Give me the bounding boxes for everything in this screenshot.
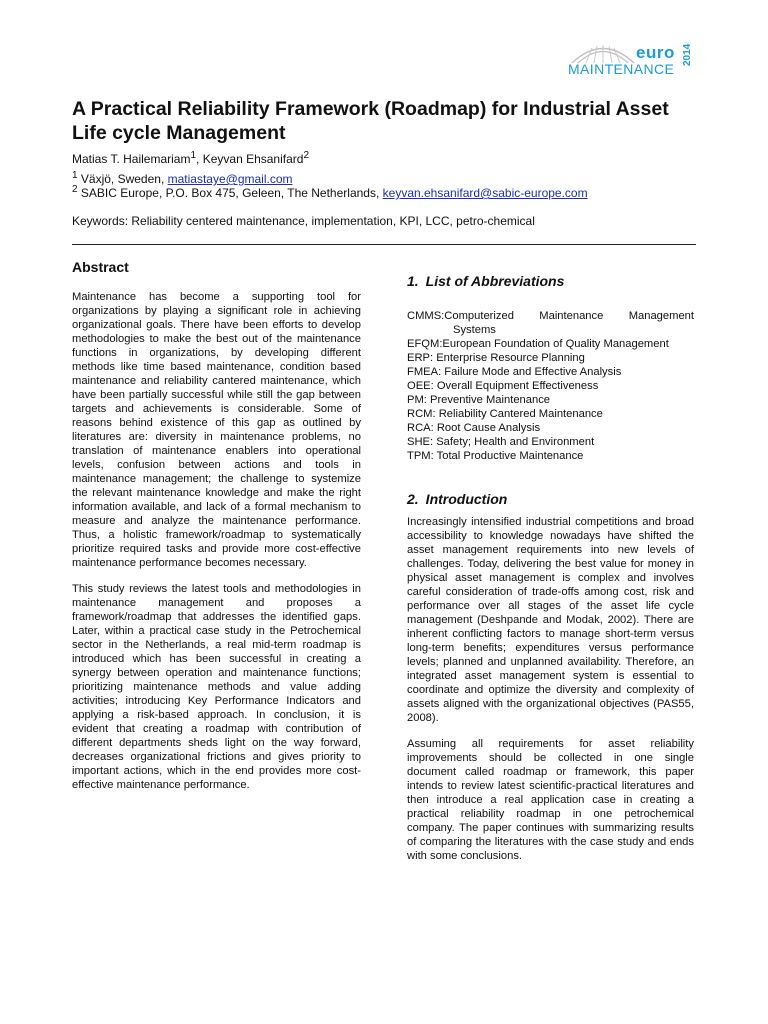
author-line: [72, 150, 309, 166]
right-column: [407, 273, 694, 875]
abbreviations-heading: 1. List of Abbreviations: [407, 273, 565, 289]
abbreviation-item: OEE: Overall Equipment Effectiveness: [407, 380, 599, 392]
author-1: Matias T. Hailemariam: [72, 152, 191, 166]
logo-maintenance-text: MAINTENANCE: [568, 61, 675, 77]
abstract-paragraph: Maintenance has become a supporting tool for organizations by playing a significant role in achieving organizational goals. There have been efforts to develop methodologies to make the best out of the maintenance functions in organizations, by developing different methods like time based maintenance, condition based maintenance and reliability cantered maintenance, which have been partially successful while still the gap between targets and achievements is considerable. Some of reasons behind existence of this gap as outlined by literatures are: diversity in maintenance problems, no translation of maintenance enablers into operational levels, confusion between actions and tools in maintenance management; the challenge to systemize the relevant maintenance knowledge and make the right information available, and lack of a formal mechanism to measure and analyze the maintenance performance. Thus, a holistic framework/roadmap to systematically prioritize required tasks and provide more cost-effective maintenance performance becomes necessary.: [72, 291, 361, 569]
abbreviation-item: PM: Preventive Maintenance: [407, 394, 551, 406]
abstract-paragraph: This study reviews the latest tools and methodologies in maintenance management and proposes a framework/roadmap that addresses the identified gaps. Later, within a practical case study in the Petrochemical sector in the Netherlands, a real mid-term roadmap is introduced which has been successful in creating a synergy between operation and maintenance functions; prioritizing maintenance methods and value adding activities; introducing Key Performance Indicators and applying a risk-based approach. In conclusion, it is evident that creating a roadmap with contribution of different departments sheds light on the way forward, decreases organizational frictions and gives priority to important actions, which in the end provides more cost-effective maintenance performance.: [72, 583, 361, 791]
abbreviation-item: RCM: Reliability Cantered Maintenance: [407, 408, 603, 420]
abbreviation-item: EFQM:European Foundation of Quality Management: [407, 338, 669, 350]
logo-euro-text: euro: [636, 43, 675, 62]
abbreviation-item: CMMS:Computerized Maintenance Management Systems: [407, 310, 694, 336]
logo-year-text: 2014: [682, 43, 693, 66]
introduction-section: [407, 491, 694, 863]
author-separator: ,: [196, 152, 203, 166]
affiliation-mark: 1: [72, 170, 78, 181]
abbreviation-item: SHE: Safety; Health and Environment: [407, 436, 595, 448]
abbreviation-item: FMEA: Failure Mode and Effective Analysis: [407, 366, 622, 378]
abstract-heading: Abstract: [72, 259, 129, 275]
abbreviation-item: RCA: Root Cause Analysis: [407, 422, 541, 434]
abbreviation-item: ERP: Enterprise Resource Planning: [407, 352, 585, 364]
abbreviation-item: TPM: Total Productive Maintenance: [407, 450, 584, 462]
introduction-paragraph: Increasingly intensified industrial competitions and broad accessibility to knowledge nowadays have shifted the asset management requirements into new levels of challenges. Today, delivering the best value for money in physical asset management is complex and involves careful consideration of trade-offs among cost, risk and performance over all stages of the asset life cycle management (Deshpande and Modak, 2002). There are inherent conflicting factors to manage short-term versus long-term benefits; expenditures versus performance levels; planned and unplanned availability. Therefore, an integrated asset management system is essential to coordinate and optimize the diversity and complexity of assets aligned with the organizational objectives (PAS55, 2008).: [407, 516, 694, 724]
paper-title: A Practical Reliability Framework (Roadmap) for Industrial Asset Life cycle Management: [72, 98, 669, 144]
euro-maintenance-logo: [568, 40, 696, 84]
abstract-column: [72, 259, 361, 804]
keywords: Keywords: Reliability centered maintenance, implementation, KPI, LCC, petro-chemical: [72, 214, 535, 228]
header-divider: [72, 244, 696, 245]
introduction-paragraph: Assuming all requirements for asset reliability improvements should be collected in one single document called roadmap or framework, this paper intends to review latest scientific-practical literatures and then introduce a real application case in creating a practical reliability roadmap in one petrochemical company. The paper continues with summarizing results of comparing the literatures with the case study and ends with some conclusions.: [407, 738, 694, 862]
author-1-affil-mark: 1: [190, 150, 197, 161]
affiliation-text: Växjö, Sweden,: [77, 172, 168, 186]
email-link[interactable]: keyvan.ehsanifard@sabic-europe.com: [382, 186, 588, 200]
introduction-heading: 2. Introduction: [407, 491, 508, 507]
affiliation-2: [72, 183, 588, 200]
author-2-affil-mark: 2: [303, 150, 310, 161]
email-link[interactable]: matiastaye@gmail.com: [167, 172, 293, 186]
affiliation-text: SABIC Europe, P.O. Box 475, Geleen, The Netherlands,: [77, 186, 383, 200]
affiliation-mark: 2: [72, 184, 78, 195]
author-2: Keyvan Ehsanifard: [202, 152, 304, 166]
abbreviation-list: [407, 309, 694, 463]
